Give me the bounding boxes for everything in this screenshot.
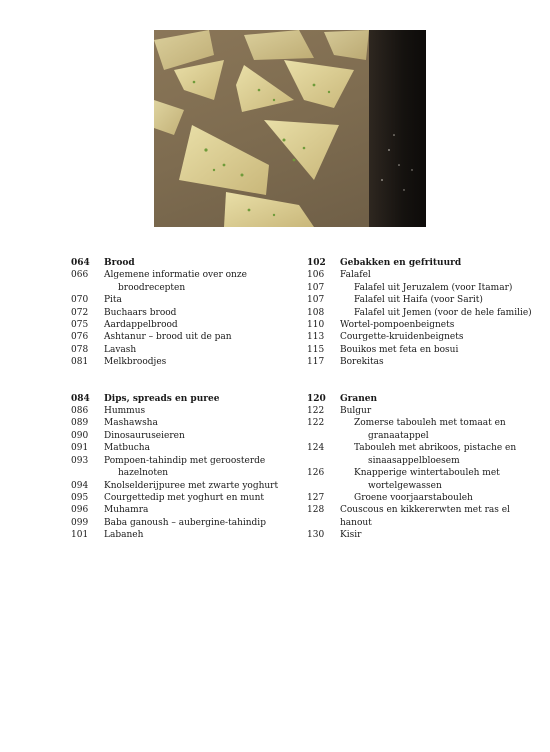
entry-title: Bouikos met feta en bosui [340,344,459,355]
toc-right-column [307,257,532,566]
entry-title: Brood [104,258,135,268]
toc-entry [307,294,532,306]
page-number: 102 [307,258,326,268]
toc-entry [307,319,532,331]
page-number: 106 [307,270,325,281]
toc-entry [307,307,532,319]
page-number: 095 [71,492,89,503]
entry-title: Wortel-pompoenbeignets [340,320,455,331]
page-number: 099 [71,517,89,528]
entry-title: wortelgewassen [368,480,442,491]
page-number: 120 [307,393,326,404]
toc-entry [71,405,286,417]
entry-title: Dinosauruseieren [104,430,185,441]
entry-title: Kisir [340,530,362,541]
entry-title: Lavash [104,344,137,355]
entry-title: Hummus [104,406,146,417]
entry-title: Granen [340,393,378,404]
toc-entry [307,405,532,417]
page-number: 084 [71,393,90,404]
toc-entry [71,282,286,294]
section-heading [71,257,286,269]
page-number: 122 [307,418,325,429]
toc-entry [307,455,532,467]
toc-entry [307,282,532,294]
entry-title: Knolselderijpuree met zwarte yoghurt [104,480,279,491]
entry-title: Muhamra [104,505,149,516]
page-number: 076 [71,332,89,343]
page-number: 110 [307,320,325,331]
entry-title: Pompoen-tahindip met geroosterde [104,455,266,466]
entry-title: Aardappelbrood [104,320,178,331]
entry-title: Couscous en kikkererwten met ras el hanout [340,505,510,528]
entry-title: Courgettedip met yoghurt en munt [104,492,265,503]
section-heading [307,393,532,405]
entry-title: Groene voorjaarstabouleh [354,492,473,503]
entry-title: Algemene informatie over onze [104,270,247,281]
page-number: 101 [71,530,89,541]
page-number [307,430,340,442]
toc-section [71,257,286,369]
entry-title: Pita [104,295,122,306]
toc-entry [71,331,286,343]
entry-title: Baba ganoush – aubergine-tahindip [104,517,266,528]
toc-entry [71,430,286,442]
page-number [71,467,104,479]
page-number: 124 [307,443,325,454]
page-number [71,282,104,294]
entry-title: Bulgur [340,406,372,417]
entry-title: Falafel uit Jeruzalem (voor Itamar) [354,282,513,293]
entry-title: Zomerse tabouleh met tomaat en [354,418,506,429]
page-number: 115 [307,344,325,355]
page-number: 078 [71,344,89,355]
toc-entry [71,356,286,368]
scone-shapes [154,30,426,227]
section-heading [71,393,286,405]
page-number: 090 [71,430,89,441]
toc-entry [307,331,532,343]
toc-section [71,393,286,542]
entry-title: Gebakken en gefrituurd [340,258,462,268]
toc-entry [71,504,286,516]
toc-entry [307,344,532,356]
page-number: 107 [307,282,325,293]
page-number: 126 [307,468,325,479]
toc-entry [71,517,286,529]
page-number: 108 [307,307,325,318]
entry-title: broodrecepten [118,282,186,293]
entry-title: Borekitas [340,357,384,368]
section-heading [307,257,532,269]
page-number: 064 [71,258,90,268]
toc-entry [307,480,532,492]
toc-entry [307,442,532,454]
toc-entry [307,430,532,442]
toc-entry [71,442,286,454]
toc-entry [307,356,532,368]
toc-entry [71,467,286,479]
page-number: 122 [307,406,325,417]
pastry-photo [154,30,426,227]
entry-title: Falafel [340,270,371,281]
toc-entry [307,467,532,479]
entry-title: Dips, spreads en puree [104,393,220,404]
toc-entry [307,492,532,504]
entry-title: Matbucha [104,443,150,454]
entry-title: Melkbroodjes [104,357,167,368]
page-number: 117 [307,357,325,368]
toc-entry [71,319,286,331]
entry-title: granaatappel [368,430,429,441]
page-number: 127 [307,492,325,503]
entry-title: Knapperige wintertabouleh met [354,468,500,479]
page-number: 094 [71,480,89,491]
entry-title: sinaasappelbloesem [368,455,460,466]
entry-title: Buchaars brood [104,307,177,318]
page-number: 107 [307,295,325,306]
entry-title: Falafel uit Haifa (voor Sarit) [354,295,483,306]
toc-entry [71,307,286,319]
toc-entry [71,417,286,429]
toc-entry [307,417,532,429]
toc-section [307,393,532,542]
page-number: 086 [71,406,89,417]
page-number [307,455,340,467]
page-number: 093 [71,455,89,466]
entry-title: Falafel uit Jemen (voor de hele familie) [354,307,532,318]
toc-entry [307,269,532,281]
toc-entry [71,480,286,492]
entry-title: Courgette-kruidenbeignets [340,332,464,343]
page-number: 072 [71,307,89,318]
page-number: 130 [307,530,325,541]
toc-entry [71,344,286,356]
page-number: 089 [71,418,89,429]
entry-title: Mashawsha [104,418,158,429]
toc-entry [71,294,286,306]
entry-title: hazelnoten [118,468,169,479]
toc-section [307,257,532,369]
page-number: 091 [71,443,89,454]
entry-title: Labaneh [104,530,144,541]
toc-entry [307,529,532,541]
page-number: 096 [71,505,89,516]
page-number [307,480,340,492]
entry-title: Ashtanur – brood uit de pan [104,332,232,343]
page-number: 081 [71,357,89,368]
toc-entry [307,504,532,529]
toc-entry [71,269,286,281]
page-number: 113 [307,332,325,343]
page-number: 066 [71,270,89,281]
toc-entry [71,492,286,504]
toc-entry [71,455,286,467]
toc-entry [71,529,286,541]
page-number: 128 [307,505,325,516]
toc-left-column [71,257,286,566]
page-number: 075 [71,320,89,331]
page-number: 070 [71,295,89,306]
entry-title: Tabouleh met abrikoos, pistache en [354,443,517,454]
